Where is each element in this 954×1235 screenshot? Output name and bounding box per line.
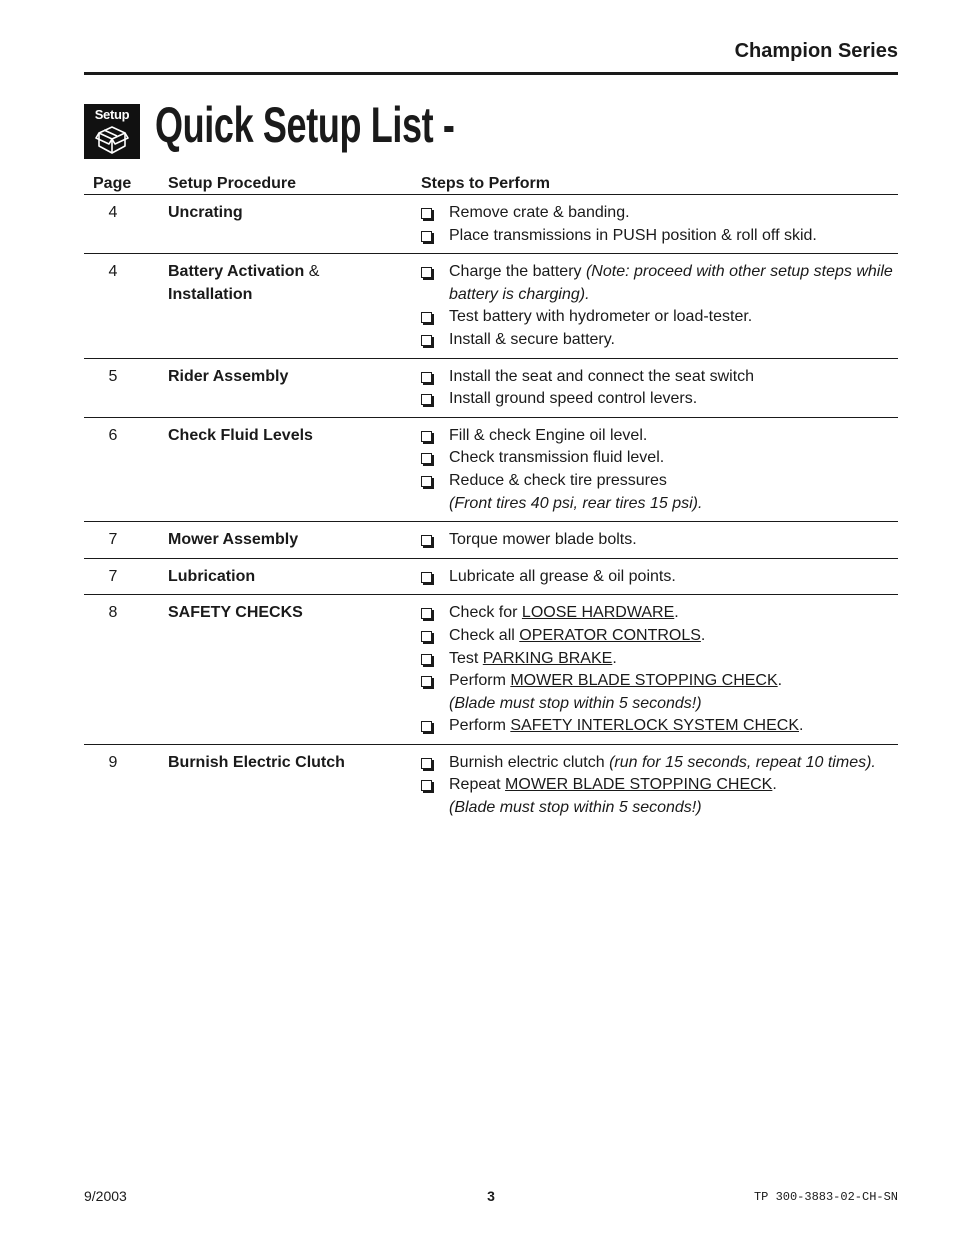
checkbox-icon — [421, 431, 432, 442]
step-text: Check for — [449, 604, 522, 622]
step-item — [421, 715, 898, 738]
step-item — [421, 774, 898, 797]
footer-date: 9/2003 — [84, 1188, 127, 1204]
step-text: Install & secure battery. — [449, 330, 615, 348]
setup-table — [84, 172, 898, 826]
step-item — [421, 329, 898, 352]
row-steps — [421, 529, 898, 552]
checkbox-icon — [421, 231, 432, 242]
step-text: Charge the battery — [449, 263, 586, 281]
step-text: Check all — [449, 626, 520, 644]
box-icon — [95, 124, 129, 156]
checkbox-icon — [421, 631, 432, 642]
series-name: Champion Series — [734, 40, 898, 62]
checkbox-icon — [421, 676, 432, 687]
step-text: Burnish electric clutch — [449, 753, 610, 771]
step-item — [421, 625, 898, 648]
row-steps — [421, 566, 898, 589]
checkbox-icon — [421, 721, 432, 732]
column-header-procedure: Setup Procedure — [168, 175, 297, 192]
table-row — [84, 254, 898, 358]
page-title: Quick Setup List - — [155, 97, 455, 153]
step-text: (Blade must stop within 5 seconds!) — [449, 799, 702, 817]
step-item — [421, 529, 898, 552]
step-item — [421, 225, 898, 248]
step-item — [421, 470, 898, 493]
step-text: Perform — [449, 717, 511, 735]
step-text: (Front tires 40 psi, rear tires 15 psi). — [449, 494, 703, 512]
step-reference: OPERATOR CONTROLS — [519, 626, 701, 644]
checkbox-icon — [421, 654, 432, 665]
step-text: Reduce & check tire pressures — [449, 471, 667, 489]
column-header-steps: Steps to Perform — [421, 175, 550, 192]
table-row — [84, 559, 898, 596]
step-text: Install ground speed control levers. — [449, 390, 698, 408]
step-text: (Note: proceed with other setup steps while battery is charging). — [449, 263, 893, 303]
step-item — [421, 752, 898, 775]
step-text: Install the seat and connect the seat switch — [449, 367, 755, 385]
row-page-number: 9 — [108, 753, 118, 771]
step-text: . — [674, 604, 679, 622]
row-procedure: Lubrication — [168, 567, 256, 585]
step-text: Remove crate & banding. — [449, 204, 630, 221]
step-item — [421, 566, 898, 589]
header-rule — [84, 72, 898, 75]
step-text: Place transmissions in PUSH position & roll off skid. — [449, 226, 817, 244]
step-text: . — [612, 649, 617, 667]
step-item — [421, 366, 898, 389]
step-reference: PARKING BRAKE — [482, 649, 613, 667]
column-header-page: Page — [93, 175, 132, 192]
row-page-number: 5 — [108, 367, 118, 385]
row-page-number: 6 — [108, 426, 118, 444]
footer-page-number: 3 — [487, 1188, 495, 1204]
page-header — [84, 38, 898, 74]
step-text: . — [799, 717, 804, 735]
checkbox-icon — [421, 208, 432, 219]
checkbox-icon — [421, 312, 432, 323]
row-procedure: Check Fluid Levels — [168, 426, 313, 444]
step-text: Perform — [449, 672, 511, 690]
table-row — [84, 745, 898, 826]
row-procedure: SAFETY CHECKS — [168, 604, 303, 622]
step-text: . — [777, 672, 783, 690]
setup-logo — [84, 104, 140, 159]
step-item — [421, 388, 898, 411]
checkbox-icon — [421, 608, 432, 619]
checkbox-icon — [421, 476, 432, 487]
row-page-number: 7 — [108, 567, 118, 585]
setup-logo-text: Setup — [94, 107, 130, 122]
step-text: . — [700, 626, 706, 644]
step-item — [421, 447, 898, 470]
step-text: Torque mower blade bolts. — [449, 531, 637, 549]
step-item — [421, 670, 898, 693]
procedure-part: & — [304, 263, 320, 281]
step-item — [421, 648, 898, 671]
row-procedure: Burnish Electric Clutch — [168, 753, 345, 771]
row-steps — [421, 261, 898, 351]
row-page-number: 8 — [108, 604, 118, 622]
step-reference: SAFETY INTERLOCK SYSTEM CHECK — [510, 717, 799, 735]
footer-doc-code: TP 300-3883-02-CH-SN — [753, 1190, 898, 1204]
step-text: Repeat — [449, 776, 506, 794]
table-row — [84, 522, 898, 559]
row-steps — [421, 752, 898, 820]
step-item — [421, 306, 898, 329]
step-text: . — [772, 776, 777, 794]
checkbox-icon — [421, 267, 432, 278]
step-note — [421, 693, 898, 716]
row-procedure — [168, 261, 408, 306]
step-reference: LOOSE HARDWARE — [521, 604, 675, 622]
step-note — [421, 493, 898, 516]
row-page-number: 7 — [108, 531, 118, 549]
row-procedure: Rider Assembly — [168, 367, 289, 385]
row-page-number: 4 — [108, 263, 118, 281]
row-steps — [421, 425, 898, 515]
step-text: (Blade must stop within 5 seconds!) — [449, 694, 702, 712]
table-row — [84, 418, 898, 522]
row-steps — [421, 602, 898, 738]
row-steps — [421, 366, 898, 411]
row-steps — [421, 202, 898, 247]
checkbox-icon — [421, 372, 432, 383]
row-procedure: Mower Assembly — [168, 531, 299, 549]
step-reference: MOWER BLADE STOPPING CHECK — [505, 776, 773, 794]
table-body — [84, 195, 898, 826]
step-text: Test — [449, 649, 483, 667]
table-row — [84, 595, 898, 745]
row-procedure: Uncrating — [168, 204, 243, 221]
checkbox-icon — [421, 335, 432, 346]
row-page-number: 4 — [108, 204, 118, 221]
step-item — [421, 425, 898, 448]
table-header — [84, 172, 898, 195]
checkbox-icon — [421, 572, 432, 583]
step-item — [421, 602, 898, 625]
procedure-part: Battery Activation — [168, 263, 305, 281]
step-text: Check transmission fluid level. — [449, 449, 665, 467]
checkbox-icon — [421, 394, 432, 405]
checkbox-icon — [421, 535, 432, 546]
checkbox-icon — [421, 758, 432, 769]
step-text: (run for 15 seconds, repeat 10 times). — [609, 753, 876, 771]
table-row — [84, 195, 898, 254]
table-row — [84, 359, 898, 418]
checkbox-icon — [421, 453, 432, 464]
step-note — [421, 797, 898, 820]
step-item — [421, 202, 898, 225]
step-item — [421, 261, 898, 306]
step-text: Test battery with hydrometer or load-tester. — [449, 308, 753, 326]
step-text: Fill & check Engine oil level. — [449, 426, 648, 444]
step-text: Lubricate all grease & oil points. — [449, 567, 676, 585]
procedure-part: Installation — [168, 285, 253, 303]
checkbox-icon — [421, 780, 432, 791]
page-footer — [84, 1188, 898, 1208]
step-reference: MOWER BLADE STOPPING CHECK — [510, 672, 778, 690]
